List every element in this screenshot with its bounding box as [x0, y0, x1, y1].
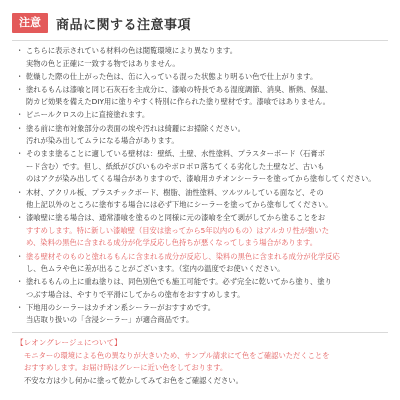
- note-line: おすすめします。お届け時はグレーに近い色をしております。: [24, 363, 228, 373]
- notice-item: [18, 212, 388, 250]
- notice-item: [18, 123, 388, 148]
- notice-item-line: のはアクが染み出してくる場合がありますので、漆喰用カチオンシーラーを塗ってから塗布してください。: [26, 174, 376, 184]
- notice-item: [18, 148, 388, 186]
- notice-header: [12, 12, 388, 41]
- notice-item-line: ・ 塗れるもんは漆喰と同じ石灰石を主成分に、漆喰の特長である湿度調節、消臭、断熱、保温、: [26, 84, 333, 94]
- notice-item-line: め、染料の黒色に含まれる成分が化学反応し色持ちが悪くなってしまう場合があります。: [26, 238, 317, 248]
- notice-item-line: し、色ムラや色に差が出ることがございます。（室内の温度でお使いください。: [26, 264, 285, 274]
- caution-badge: 注意: [12, 13, 48, 33]
- note-body: [12, 350, 388, 388]
- notice-item-line: ・ 塗れるもんの上に重ね塗りは、同色別色でも施工可能です。必ず完全に乾いてから塗り、塗り: [26, 277, 332, 287]
- notice-item-line: ・ 塗る前に塗布対象部分の表面の埃や汚れは綺麗にお掃除ください。: [26, 123, 245, 133]
- notice-item-line: つぶす場合は、やすりで平滑にしてからの塗布をおすすめします。: [26, 289, 245, 299]
- note-heading: 【レオングレージュについて】: [16, 338, 122, 348]
- notice-list: [12, 45, 388, 327]
- notice-item-line: ード含む）です。但し、紙紙がびびいものやボロボロ落ちてくる劣化した土壁など、古いも: [26, 161, 325, 171]
- notice-item-line: ・ 塗る壁材そのものと塗れるもんに含まれる成分が反応し、染料の黒色に含まれる成分が化学反応: [26, 251, 340, 261]
- notice-item-line: すすめします。特に新しい漆喰壁（目安は塗ってから5年以内のもの）はアルカリ性が強いた: [26, 225, 330, 235]
- notice-item: [18, 251, 388, 276]
- notice-item: [18, 71, 388, 84]
- notice-item-line: ・ こちらに表示されている材料の色は閲覧環境により異なります。: [26, 46, 238, 55]
- note-line: 不安な方は少し何かに塗って乾かしてみてお色をご確認ください。: [24, 375, 243, 385]
- notice-item-line: ・ 乾燥した際の仕上がった色は、缶に入っている混った状態より明るい色で仕上がります。: [26, 71, 318, 81]
- notice-item-line: 他上記以外のところに塗布する場合には必ず下地にシーラーを塗ってから塗布してください。: [26, 200, 333, 210]
- notice-item-line: 防カビ効果を備えたDIY用に塗りやすく特別に作られた塗り壁材です。漆喰ではありません。: [26, 97, 330, 107]
- notice-item: [18, 45, 388, 70]
- notice-item-line: ・ 下地用のシーラーはカチオン系シーラーがおすすめです。: [26, 302, 216, 312]
- page-title: 商品に関する注意事項: [56, 17, 192, 33]
- notice-item-line: ・ 漆喰壁に塗る場合は、通常漆喰を塗るのと同様に元の漆喰を全て剥がしてから塗ることをお: [26, 213, 326, 223]
- notice-item: [18, 84, 388, 109]
- notice-item-line: 汚れが染み出してムラになる場合があります。: [26, 136, 179, 146]
- notice-item: [18, 302, 388, 327]
- notice-item-line: ・ 木材、アクリル板、プラスチックボード、樹脂、油性塗料、ツルツルしている面など、その: [26, 187, 324, 197]
- notice-item-line: ・ ビニールクロスの上に直接塗れます。: [26, 110, 150, 120]
- notice-item-line: 実物の色と正確に一致する物ではありません。: [26, 58, 180, 68]
- notice-item-line: 当店取り扱いの「含浸シーラー」が適合商品です。: [26, 315, 194, 325]
- notice-item: [18, 109, 388, 122]
- notice-item: [18, 276, 388, 301]
- note-line: モニターの環境による色の異なりが大きいため、サンプル請求にて色をご確認いただくことを: [24, 350, 330, 360]
- notice-item: [18, 187, 388, 212]
- notice-item-line: ・ そのまま塗ることに適している壁材は：壁紙、土壁、水性塗料、プラスターボード（石膏ボ: [26, 149, 325, 159]
- section-divider: [12, 332, 388, 333]
